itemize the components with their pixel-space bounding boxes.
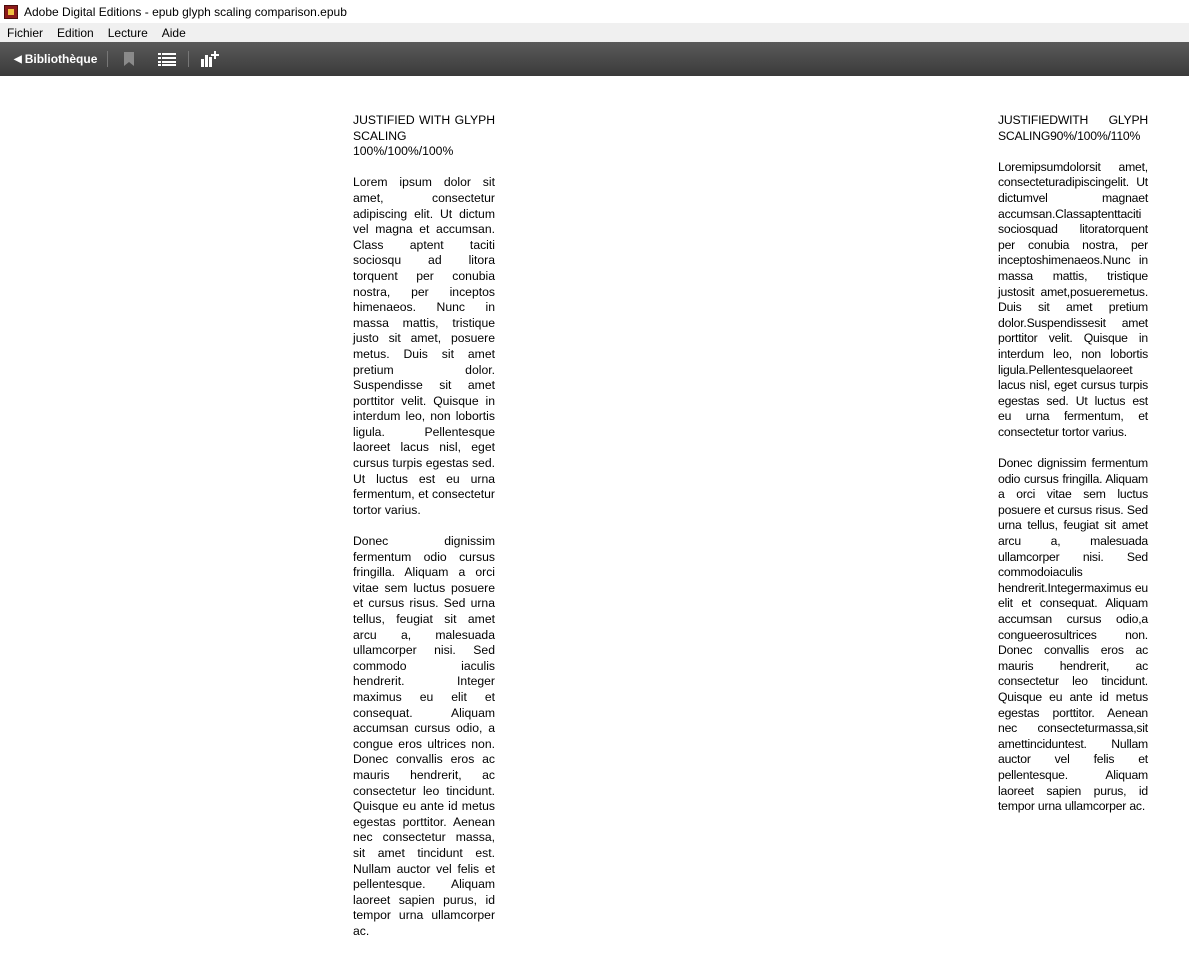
body-paragraph: Lorem ipsum dolor sit amet, consectetur adipiscing elit. Ut dictum vel magna et accumsan. Class aptent taciti sociosqu ad litora torquent per conubia nostra, per inceptos himenaeos. Nunc in massa mattis, tristique justo sit amet, posuere metus. Duis sit amet pretium dolor. Suspendisse sit amet porttitor velit. Quisque in interdum leo, non lobortis ligula. Pellentesque laoreet lacus nisl, eget cursus turpis egestas sed. Ut luctus est eu urna fermentum, et consectetur tortor varius.: [353, 175, 495, 517]
window-title: Adobe Digital Editions - epub glyph scaling comparison.epub: [24, 4, 347, 19]
reader-toolbar: [0, 42, 1189, 76]
toolbar-separator: [188, 51, 189, 67]
toolbar-separator: [107, 51, 108, 67]
section-heading: JUSTIFIED WITH GLYPH SCALING 100%/100%/100%: [353, 113, 495, 159]
adobe-digital-editions-app-icon: [4, 5, 18, 19]
table-of-contents-button[interactable]: [156, 48, 178, 70]
left-page-column: [353, 113, 495, 955]
body-paragraph: Donec dignissim fermentum odio cursus fringilla. Aliquam a orci vitae sem luctus posuere et cursus risus. Sed urna tellus, feugiat sit amet arcu a, malesuada ullamcorper nisi. Sed commodo iaculis hendrerit. Integer maximus eu elit et consequat. Aliquam accumsan cursus odio, a congue eros ultrices non. Donec convallis eros ac mauris hendrerit, ac consectetur leo tincidunt. Quisque eu ante id metus egestas porttitor. Aenean nec consectetur massa, sit amet tincidunt est. Nullam auctor vel felis et pellentesque. Aliquam laoreet sapien purus, id tempor urna ullamcorper ac.: [353, 534, 495, 938]
body-paragraph: Loremipsumdolorsit amet, consecteturadipiscingelit. Ut dictumvel magnaet accumsan.Classaptenttaciti sociosquad litoratorquent per conubia nostra, per inceptoshimenaeos.Nunc in massa mattis, tristique justosit amet,posueremetus. Duis sit amet pretium dolor.Suspendissesit amet porttitor velit. Quisque in interdum leo, non lobortis ligula.Pellentesquelaoreet lacus nisl, eget cursus turpis egestas sed. Ut luctus est eu urna fermentum, et consectetur tortor varius.: [998, 159, 1148, 439]
menu-bar: [0, 23, 1189, 42]
back-arrow-icon: ◀: [14, 53, 22, 65]
bookmark-icon: [124, 52, 134, 66]
library-button-label: Bibliothèque: [24, 52, 98, 66]
add-chart-icon: [201, 51, 219, 67]
body-paragraph: Donec dignissim fermentum odio cursus fringilla. Aliquam a orci vitae sem luctus posuere et cursus risus. Sed urna tellus, feugiat sit amet arcu a, malesuada ullamcorper nisi. Sed commodoiaculis hendrerit.Integermaximus eu elit et consequat. Aliquam accumsan cursus odio,a congueerosultrices non. Donec convallis eros ac mauris hendrerit, ac consectetur leo tincidunt. Quisque eu ante id metus egestas porttitor. Aenean nec consecteturmassa,sit amettinciduntest. Nullam auctor vel felis et pellentesque. Aliquam laoreet sapien purus, id tempor urna ullamcorper ac.: [998, 456, 1148, 814]
reading-pane[interactable]: [0, 76, 1189, 938]
title-bar: [0, 0, 1189, 23]
menu-edition[interactable]: Edition: [57, 25, 94, 40]
menu-aide[interactable]: Aide: [161, 25, 186, 40]
contents-list-icon: [158, 53, 176, 66]
section-heading: JUSTIFIEDWITH GLYPH SCALING90%/100%/110%: [998, 113, 1148, 143]
right-page-column: [998, 113, 1148, 830]
add-to-collection-button[interactable]: [199, 48, 221, 70]
menu-fichier[interactable]: Fichier: [7, 25, 44, 40]
bookmark-button[interactable]: [118, 48, 140, 70]
menu-lecture[interactable]: Lecture: [107, 25, 148, 40]
library-button[interactable]: [14, 52, 97, 66]
